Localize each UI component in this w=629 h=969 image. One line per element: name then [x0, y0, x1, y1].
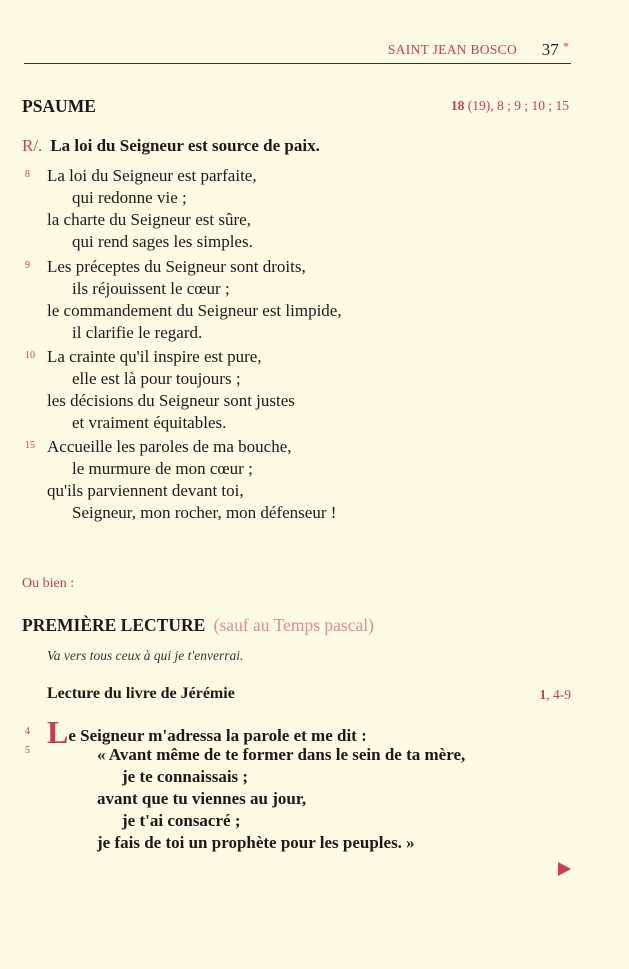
- psalm-line: La crainte qu'il inspire est pure,: [47, 347, 262, 366]
- reading-title: Lecture du livre de Jérémie: [47, 685, 235, 702]
- reading-line: « Avant même de te former dans le sein de ta mère,: [97, 745, 466, 764]
- refrain-text: La loi du Seigneur est source de paix.: [50, 136, 320, 155]
- psalm-line: Seigneur, mon rocher, mon défenseur !: [72, 503, 337, 522]
- psalm-heading: PSAUME: [22, 96, 96, 116]
- reading-line: je fais de toi un prophète pour les peuples. »: [97, 833, 415, 852]
- reading-reference-verses: , 4-9: [546, 687, 571, 702]
- reading-heading-text: PREMIÈRE LECTURE: [22, 615, 206, 635]
- alternative-note: Ou bien :: [22, 576, 75, 591]
- psalm-line: et vraiment équitables.: [72, 413, 227, 432]
- reading-line: je te connaissais ;: [122, 767, 249, 786]
- psalm-line: qui rend sages les simples.: [72, 232, 253, 251]
- refrain-symbol: R/.: [22, 136, 43, 155]
- psalm-line: il clarifie le regard.: [72, 323, 203, 342]
- verse-number: 9: [25, 260, 30, 271]
- verse-number: 5: [25, 745, 30, 756]
- reading-first-line-text: e Seigneur m'adressa la parole et me dit :: [68, 726, 367, 745]
- reading-reference: [540, 687, 572, 703]
- next-page-arrow-icon[interactable]: [558, 862, 571, 876]
- verse-number: 8: [25, 169, 30, 180]
- psalm-line: la charte du Seigneur est sûre,: [47, 210, 251, 229]
- page-star: *: [563, 39, 569, 53]
- page-number: [542, 39, 569, 60]
- reading-line: je t'ai consacré ;: [122, 811, 241, 830]
- psalm-line: ils réjouissent le cœur ;: [72, 279, 230, 298]
- reading-reference-chapter: 1: [539, 687, 547, 702]
- reading-first-line: [47, 714, 367, 750]
- verse-number: 15: [25, 440, 35, 451]
- drop-cap: L: [47, 714, 69, 750]
- psalm-line: elle est là pour toujours ;: [72, 369, 241, 388]
- psalm-line: Les préceptes du Seigneur sont droits,: [47, 257, 306, 276]
- reading-line: avant que tu viennes au jour,: [97, 789, 307, 808]
- psalm-reference-number: 18: [450, 98, 465, 113]
- psalm-line: qui redonne vie ;: [72, 188, 187, 207]
- psalm-reference: [451, 98, 569, 114]
- reading-heading-note: (sauf au Temps pascal): [213, 615, 374, 635]
- psalm-line: qu'ils parviennent devant toi,: [47, 481, 244, 500]
- psalm-line: les décisions du Seigneur sont justes: [47, 391, 295, 410]
- psalm-refrain: [22, 136, 320, 156]
- psalm-line: Accueille les paroles de ma bouche,: [47, 437, 292, 456]
- psalm-line: La loi du Seigneur est parfaite,: [47, 166, 257, 185]
- psalm-reference-verses: (19), 8 ; 9 ; 10 ; 15: [464, 98, 569, 113]
- reading-heading: [22, 615, 374, 636]
- header-rule: [24, 63, 571, 64]
- verse-number: 4: [25, 726, 30, 737]
- page-number-value: 37: [541, 40, 559, 59]
- verse-number: 10: [25, 350, 35, 361]
- reading-epigraph: Va vers tous ceux à qui je t'enverrai.: [47, 648, 244, 663]
- running-header-title: SAINT JEAN BOSCO: [387, 42, 517, 57]
- psalm-line: le murmure de mon cœur ;: [72, 459, 253, 478]
- psalm-line: le commandement du Seigneur est limpide,: [47, 301, 342, 320]
